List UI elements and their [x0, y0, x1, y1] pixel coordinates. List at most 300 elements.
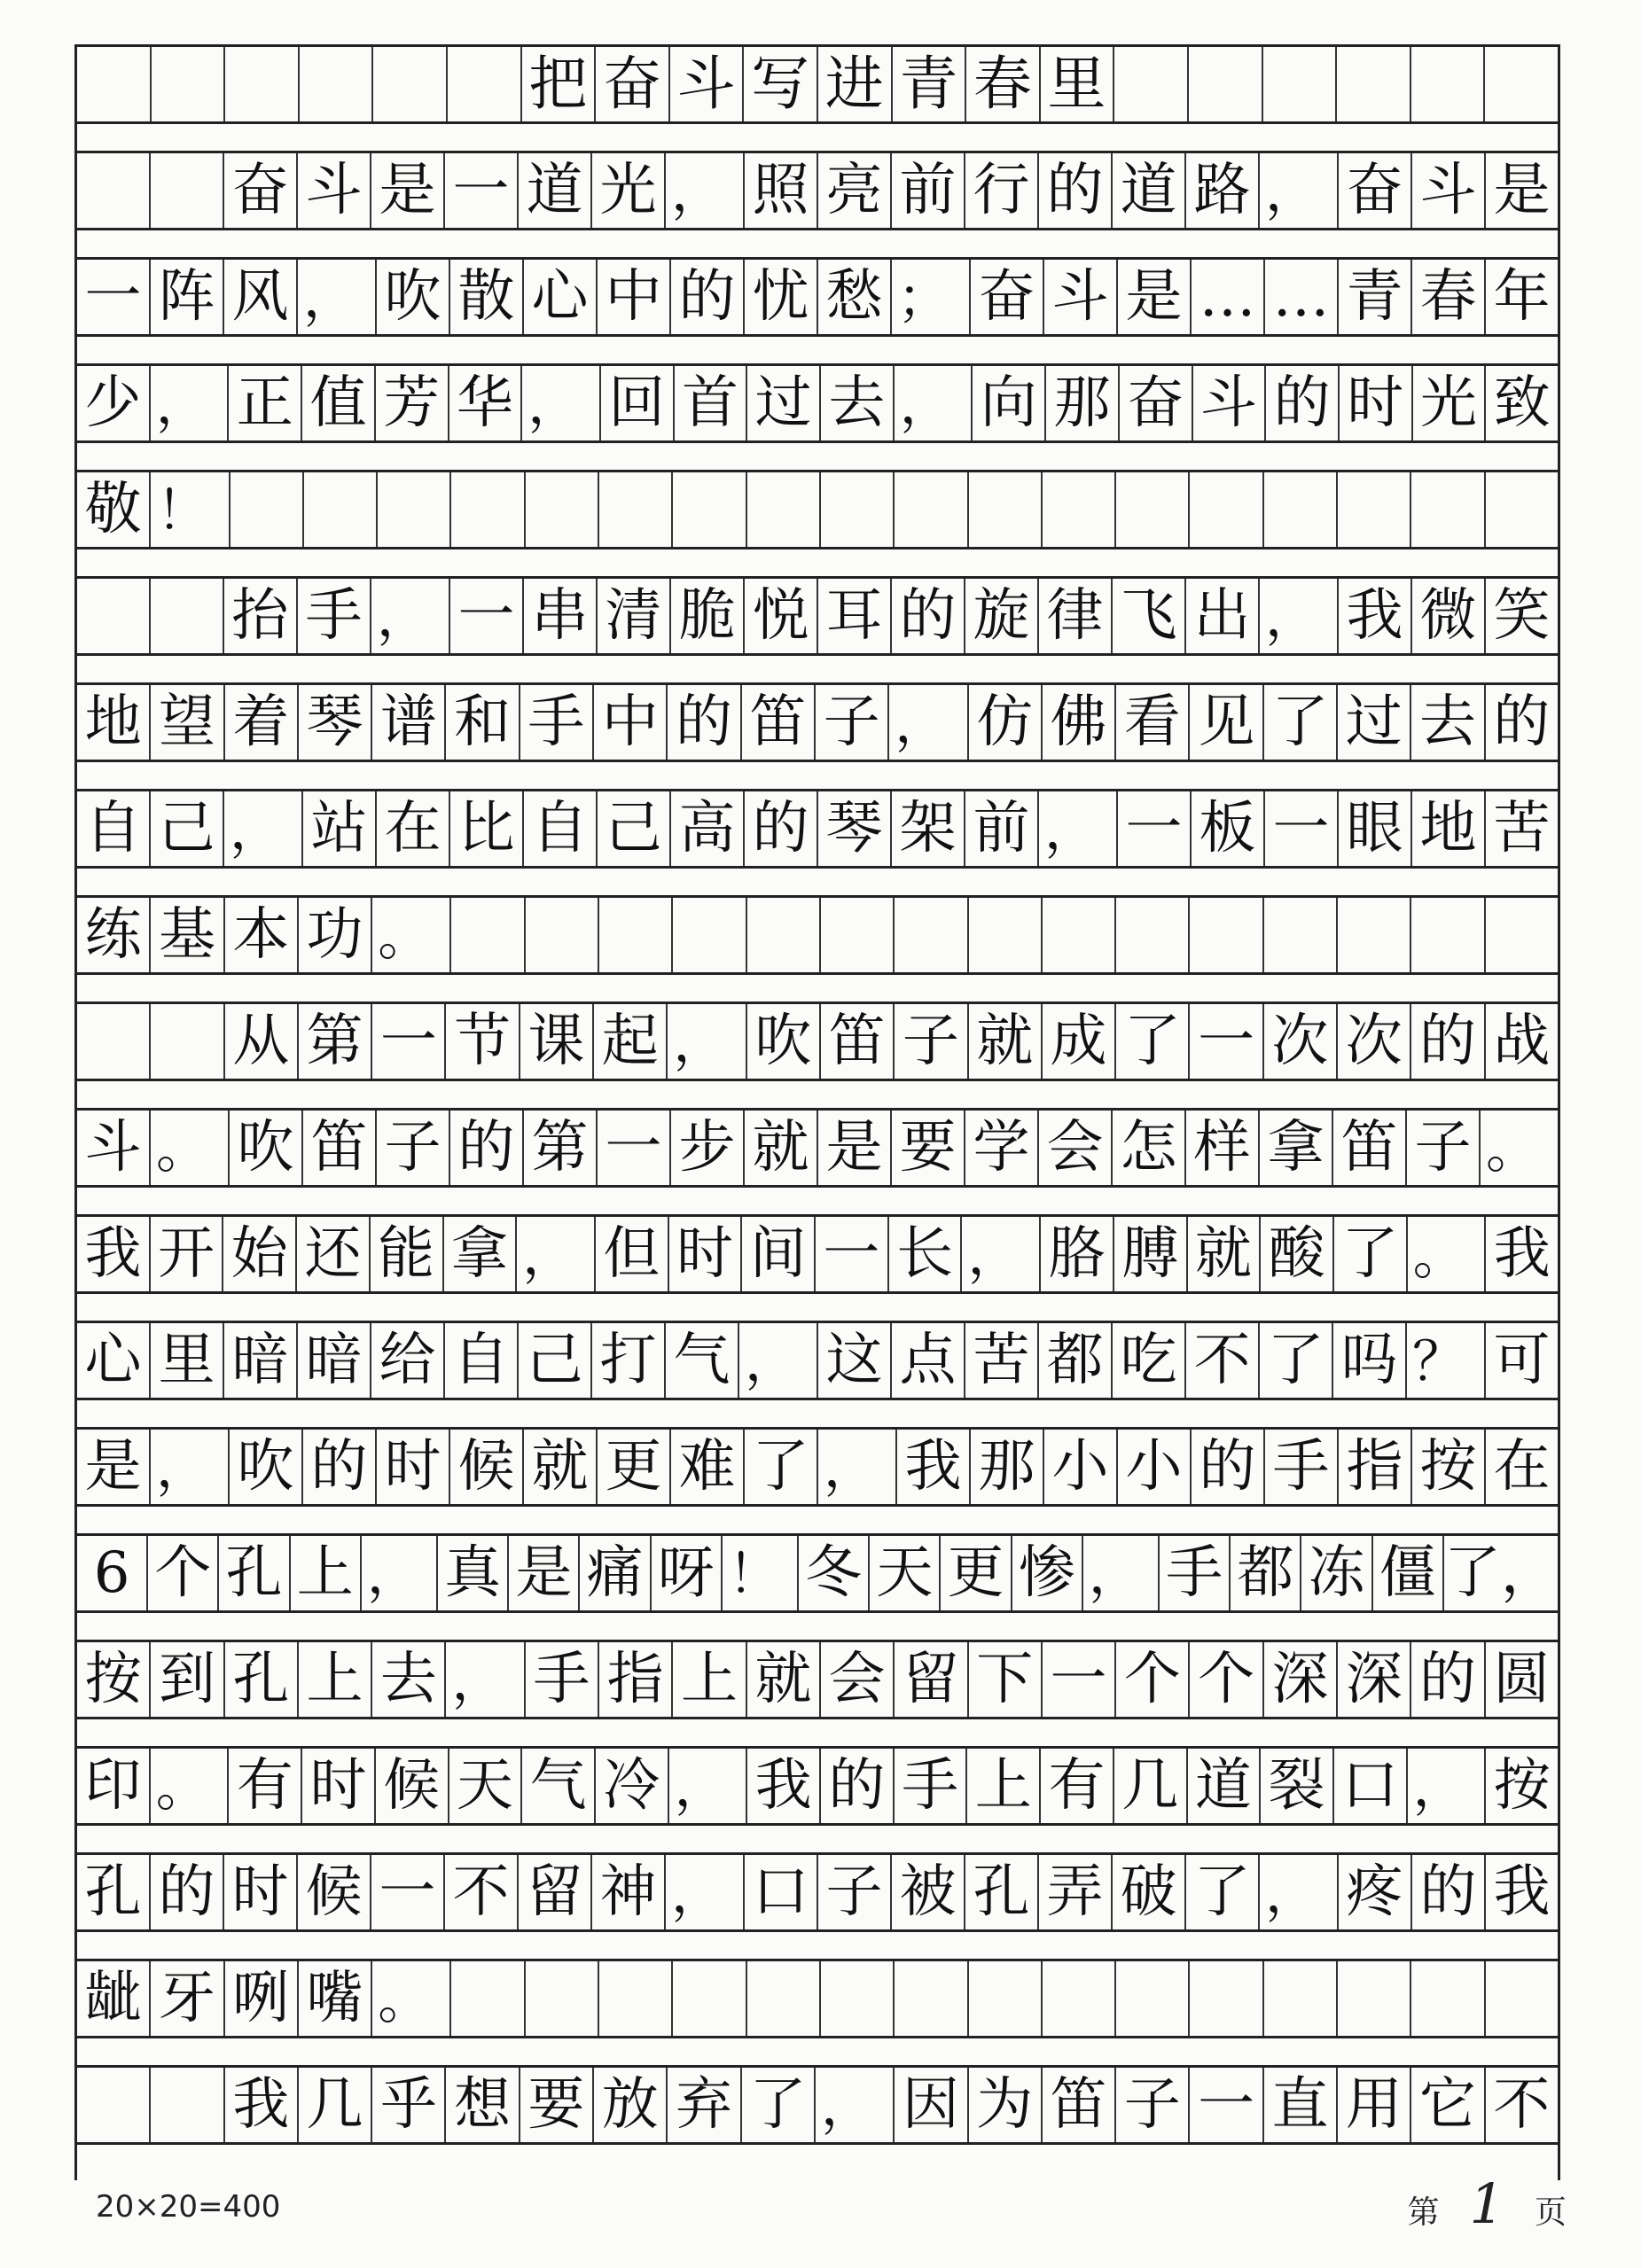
grid-cell: 看 [1116, 685, 1190, 760]
grid-cell: 深 [1338, 1642, 1411, 1717]
grid-cell: 按 [1493, 1753, 1551, 1819]
grid-cell: 到 [151, 1642, 224, 1717]
text-row [77, 1002, 1558, 1081]
grid-cell [151, 1004, 224, 1079]
grid-cell: 孔 [965, 1855, 1039, 1929]
grid-cell: 光 [1413, 366, 1487, 440]
grid-cell: 冻 [1301, 1536, 1372, 1610]
page-number: 1 [1469, 2171, 1504, 2236]
grid-cell [1043, 898, 1116, 972]
grid-cell: 龇 [77, 1961, 151, 2036]
grid-cell: ， [818, 1430, 897, 1504]
grid-cell: 真 [438, 1536, 509, 1610]
grid-cell: 过 [747, 366, 821, 440]
grid-cell: 一 [816, 1217, 889, 1291]
grid-cell: 板 [1192, 791, 1265, 866]
grid-cell: … [1265, 260, 1339, 334]
grid-cell: ， [669, 1749, 748, 1823]
grid-cell: 吗 [1333, 1323, 1407, 1398]
grid-cell: 起 [594, 1004, 668, 1079]
grid-cell: 了 [1334, 1217, 1408, 1291]
grid-cell [1116, 472, 1190, 547]
grid-cell: 战 [1493, 1009, 1551, 1074]
grid-cell: 。 [151, 1111, 230, 1185]
grid-cell: 前 [965, 791, 1039, 866]
grid-cell: 吹 [230, 1111, 303, 1185]
grid-cell: 斗 [670, 47, 745, 121]
grid-cell: ， [1408, 1749, 1487, 1823]
grid-cell: 了 [745, 1430, 818, 1504]
grid-cell: 弄 [1039, 1855, 1113, 1929]
grid-cell: ， [666, 1855, 745, 1929]
grid-cell [1411, 47, 1486, 121]
grid-cell: 的 [1266, 366, 1340, 440]
grid-cell: 时 [302, 1749, 376, 1823]
grid-cell: 基 [151, 898, 224, 972]
grid-cell: 被 [892, 1855, 965, 1929]
grid-cell: 奋 [596, 47, 670, 121]
grid-cell: 奋 [224, 153, 298, 228]
grid-cell: 用 [1338, 2068, 1411, 2142]
grid-cell: 破 [1113, 1855, 1186, 1929]
grid-cell: 斗 [298, 153, 371, 228]
text-row [77, 1746, 1558, 1826]
grid-cell: 了 [742, 2068, 816, 2142]
grid-cell [1486, 1961, 1558, 2036]
grid-cell: 不 [1493, 2072, 1551, 2138]
grid-cell [1043, 1961, 1116, 2036]
grid-cell: 点 [892, 1323, 965, 1398]
grid-cell: 。 [372, 898, 451, 972]
grid-cell: 那 [1046, 366, 1120, 440]
grid-cell: 在 [1493, 1434, 1551, 1500]
grid-cell: 疼 [1339, 1855, 1412, 1929]
grid-cell: 在 [377, 791, 450, 866]
grid-cell: 候 [450, 1430, 524, 1504]
grid-cell: 去 [1411, 685, 1485, 760]
grid-cell: 成 [1043, 1004, 1116, 1079]
grid-cell [1116, 1961, 1190, 2036]
page-suffix: 页 [1534, 2194, 1567, 2231]
grid-cell: 忧 [745, 260, 818, 334]
text-row [77, 1321, 1558, 1400]
grid-cell: ！ [151, 472, 230, 547]
grid-cell [77, 2068, 151, 2142]
grid-cell [1411, 472, 1485, 547]
grid-cell: 次 [1264, 1004, 1338, 1079]
grid-cell: ， [816, 2068, 895, 2142]
grid-cell: 着 [225, 685, 299, 760]
grid-cell [895, 472, 968, 547]
grid-cell: 前 [892, 153, 965, 228]
grid-cell: 的 [1493, 690, 1551, 755]
grid-cell: ， [224, 791, 303, 866]
grid-cell: 首 [675, 366, 748, 440]
grid-cell: 华 [449, 366, 523, 440]
grid-cell: ， [371, 579, 450, 653]
grid-cell: 一 [598, 1111, 671, 1185]
grid-cell: 指 [1339, 1430, 1412, 1504]
grid-cell: 飞 [1113, 579, 1186, 653]
grid-cell: 有 [1041, 1749, 1114, 1823]
grid-cell: 就 [1188, 1217, 1262, 1291]
grid-cell: 的 [745, 791, 818, 866]
grid-cell [1411, 1961, 1485, 2036]
grid-cell [151, 153, 224, 228]
grid-cell: 吹 [230, 1430, 303, 1504]
grid-cell: 的 [1192, 1430, 1265, 1504]
grid-cell: 眼 [1339, 791, 1412, 866]
text-row [77, 1214, 1558, 1294]
grid-cell: 清 [598, 579, 671, 653]
grid-cell: 芳 [376, 366, 449, 440]
grid-cell: 手 [1265, 1430, 1339, 1504]
grid-cell: 斗 [77, 1111, 151, 1185]
grid-cell: 微 [1412, 579, 1486, 653]
grid-cell: 是 [1118, 260, 1192, 334]
grid-cell: 还 [297, 1217, 371, 1291]
grid-cell [526, 1961, 599, 2036]
grid-cell: 几 [1114, 1749, 1188, 1823]
grid-cell: 都 [1039, 1323, 1113, 1398]
grid-cell: 值 [302, 366, 376, 440]
text-row [77, 2065, 1558, 2145]
grid-cell: 孔 [77, 1855, 151, 1929]
grid-cell: 散 [450, 260, 524, 334]
grid-cell: ， [666, 153, 745, 228]
grid-cell [1190, 472, 1263, 547]
grid-cell: 路 [1186, 153, 1260, 228]
grid-cell: 是 [818, 1111, 892, 1185]
grid-cell: 自 [445, 1323, 519, 1398]
grid-cell: 第 [299, 1004, 372, 1079]
grid-cell [225, 47, 300, 121]
grid-cell: 斗 [1044, 260, 1118, 334]
grid-cell: 能 [371, 1217, 444, 1291]
grid-cell: 因 [895, 2068, 968, 2142]
text-row [77, 257, 1558, 337]
grid-cell: 长 [889, 1217, 963, 1291]
grid-cell: 给 [371, 1323, 445, 1398]
text-row [77, 363, 1558, 443]
grid-cell: 悦 [745, 579, 818, 653]
grid-cell [1411, 898, 1485, 972]
grid-cell: 行 [965, 153, 1039, 228]
grid-cell: 。 [1408, 1217, 1487, 1291]
grid-cell [599, 898, 673, 972]
grid-cell: 道 [1188, 1749, 1262, 1823]
grid-cell: 写 [744, 47, 818, 121]
grid-cell: 按 [1412, 1430, 1486, 1504]
grid-cell: 己 [598, 791, 671, 866]
grid-cell: 手 [298, 579, 371, 653]
grid-cell: 次 [1338, 1004, 1411, 1079]
grid-cell: 琴 [818, 791, 892, 866]
text-row [77, 1852, 1558, 1932]
grid-cell: 间 [742, 1217, 816, 1291]
grid-cell [526, 472, 599, 547]
grid-cell [526, 898, 599, 972]
grid-cell: 中 [598, 260, 671, 334]
grid-cell [673, 1961, 746, 2036]
grid-cell: ， [151, 1430, 230, 1504]
grid-cell: 的 [1411, 1004, 1485, 1079]
grid-cell: 的 [1039, 153, 1113, 228]
grid-cell: 这 [818, 1323, 892, 1398]
page-indicator [1408, 2171, 1567, 2236]
grid-cell: 谱 [372, 685, 446, 760]
grid-cell: 一 [1118, 791, 1192, 866]
grid-cell [378, 472, 451, 547]
grid-cell: 。 [372, 1961, 451, 2036]
grid-cell [151, 579, 224, 653]
grid-cell: 亮 [818, 153, 892, 228]
grid-cell: ， [962, 1217, 1041, 1291]
grid-cell: 时 [1340, 366, 1413, 440]
grid-size-label: 20×20=400 [96, 2189, 281, 2225]
grid-cell: 笛 [1043, 2068, 1116, 2142]
grid-cell: ， [668, 1004, 746, 1079]
grid-cell: 子 [818, 1855, 892, 1929]
grid-cell: 阵 [151, 260, 224, 334]
grid-cell: ， [889, 685, 968, 760]
grid-cell: 学 [965, 1111, 1039, 1185]
grid-cell: 要 [892, 1111, 965, 1185]
grid-cell: 里 [151, 1323, 224, 1398]
grid-cell: 架 [892, 791, 965, 866]
grid-cell: 深 [1264, 1642, 1338, 1717]
grid-cell [1337, 47, 1411, 121]
grid-cell [969, 472, 1043, 547]
grid-cell: 一 [450, 579, 524, 653]
grid-cell: 膊 [1114, 1217, 1188, 1291]
grid-cell: 手 [520, 685, 594, 760]
grid-cell [152, 47, 226, 121]
grid-cell: 佛 [1043, 685, 1116, 760]
text-row [77, 576, 1558, 656]
grid-cell: 自 [77, 791, 151, 866]
grid-cell: 嘴 [299, 1961, 372, 2036]
text-row [77, 789, 1558, 869]
grid-cell: 它 [1411, 2068, 1485, 2142]
grid-cell: 印 [77, 1749, 151, 1823]
grid-cell [1189, 47, 1263, 121]
grid-cell: 了 [1186, 1855, 1260, 1929]
grid-cell [1263, 47, 1338, 121]
title-row [77, 44, 1558, 124]
grid-cell: 个 [1190, 1642, 1263, 1717]
grid-cell [747, 898, 821, 972]
grid-cell: 牙 [151, 1961, 224, 2036]
grid-cell: 上 [291, 1536, 362, 1610]
grid-cell: 自 [524, 791, 598, 866]
text-row [77, 1959, 1558, 2038]
grid-cell: 耳 [818, 579, 892, 653]
grid-cell: 春 [966, 47, 1041, 121]
grid-cell [895, 1961, 968, 2036]
grid-cell: 上 [673, 1642, 746, 1717]
grid-cell: 时 [224, 1855, 298, 1929]
text-row [77, 1108, 1558, 1188]
grid-cell: 候 [376, 1749, 449, 1823]
grid-cell: 苦 [965, 1323, 1039, 1398]
grid-cell: 手 [1160, 1536, 1231, 1610]
grid-cell: 是 [1493, 158, 1551, 223]
grid-cell: 吹 [747, 1004, 821, 1079]
grid-cell: ， [895, 366, 973, 440]
grid-cell: 本 [225, 898, 299, 972]
grid-cell: 就 [969, 1004, 1043, 1079]
grid-cell: 奋 [971, 260, 1044, 334]
grid-cell: 上 [299, 1642, 372, 1717]
grid-cell: 我 [1493, 1221, 1551, 1287]
grid-cell: 了 [1116, 1004, 1190, 1079]
grid-cell: 想 [446, 2068, 520, 2142]
grid-cell: ， [1260, 153, 1339, 228]
grid-cell: 过 [1338, 685, 1411, 760]
grid-cell [1114, 47, 1189, 121]
grid-cell: 惨 [1012, 1536, 1083, 1610]
grid-cell: 的 [450, 1111, 524, 1185]
grid-cell: 一 [372, 1004, 446, 1079]
grid-cell [77, 153, 151, 228]
text-row [77, 1427, 1558, 1507]
grid-cell: 怎 [1113, 1111, 1186, 1185]
text-row [77, 682, 1558, 762]
grid-cell: 要 [520, 2068, 594, 2142]
grid-cell: 放 [594, 2068, 668, 2142]
grid-cell: 一 [1043, 1642, 1116, 1717]
grid-cell: 个 [1116, 1642, 1190, 1717]
grid-cell: 就 [745, 1111, 818, 1185]
text-row [77, 151, 1558, 230]
text-row [77, 1533, 1558, 1613]
grid-cell: 都 [1231, 1536, 1301, 1610]
grid-cell: 会 [1039, 1111, 1113, 1185]
grid-cell: ， [298, 260, 377, 334]
grid-cell: 了 [1264, 685, 1338, 760]
grid-cell: 高 [671, 791, 745, 866]
grid-cell: 子 [377, 1111, 450, 1185]
grid-cell: 抬 [224, 579, 298, 653]
grid-cell: 年 [1493, 264, 1551, 330]
grid-cell: 咧 [225, 1961, 299, 2036]
grid-cell: 我 [1493, 1859, 1551, 1925]
grid-cell: 笛 [742, 685, 816, 760]
grid-cell: 的 [671, 260, 745, 334]
grid-cell: 子 [1407, 1111, 1481, 1185]
grid-cell: 出 [1186, 579, 1260, 653]
grid-cell: 去 [821, 366, 895, 440]
grid-cell [451, 1961, 525, 2036]
grid-cell: 乎 [372, 2068, 446, 2142]
grid-cell: 就 [524, 1430, 598, 1504]
grid-cell: 比 [450, 791, 524, 866]
grid-cell [1338, 472, 1411, 547]
grid-cell: 暗 [224, 1323, 298, 1398]
grid-cell: 酸 [1261, 1217, 1334, 1291]
grid-cell: 练 [77, 898, 151, 972]
grid-cell [1486, 472, 1558, 547]
grid-cell [300, 47, 374, 121]
grid-cell: 心 [524, 260, 598, 334]
grid-cell: 第 [524, 1111, 598, 1185]
grid-cell: 。 [1486, 1118, 1539, 1181]
grid-cell: 样 [1186, 1111, 1260, 1185]
grid-cell: 拿 [444, 1217, 518, 1291]
grid-cell: 是 [371, 153, 445, 228]
grid-cell: 的 [821, 1749, 895, 1823]
grid-cell: 奋 [1339, 153, 1412, 228]
grid-cell: ？ [1407, 1323, 1486, 1398]
grid-cell: 正 [229, 366, 302, 440]
grid-cell: 笑 [1493, 583, 1551, 649]
grid-cell: 神 [592, 1855, 666, 1929]
grid-cell: 的 [1412, 1855, 1486, 1929]
grid-cell [821, 898, 895, 972]
grid-cell: 始 [223, 1217, 297, 1291]
grid-cell [1116, 898, 1190, 972]
grid-cell: 但 [596, 1217, 669, 1291]
grid-cell: 口 [1334, 1749, 1408, 1823]
grid-cell: ， [1083, 1536, 1160, 1610]
grid-cell: 更 [598, 1430, 671, 1504]
grid-cell: 见 [1190, 685, 1263, 760]
grid-cell [895, 898, 968, 972]
grid-cell [231, 472, 304, 547]
grid-cell: 笛 [821, 1004, 895, 1079]
grid-cell: 我 [747, 1749, 821, 1823]
grid-cell: 孔 [225, 1642, 299, 1717]
grid-cell: 心 [77, 1323, 151, 1398]
grid-cell: 子 [895, 1004, 968, 1079]
grid-cell: 气 [522, 1749, 596, 1823]
grid-cell: 道 [519, 153, 592, 228]
grid-cell [1486, 898, 1558, 972]
grid-cell: 课 [520, 1004, 594, 1079]
grid-cell: … [1192, 260, 1265, 334]
grid-cell: 地 [1412, 791, 1486, 866]
grid-cell [448, 47, 522, 121]
grid-cell [1264, 898, 1338, 972]
grid-cell [821, 1961, 895, 2036]
grid-cell: 裂 [1261, 1749, 1334, 1823]
grid-cell [77, 579, 151, 653]
grid-cell: 时 [377, 1430, 450, 1504]
grid-cell: 向 [973, 366, 1046, 440]
grid-cell: 望 [151, 685, 224, 760]
grid-cell [1043, 472, 1116, 547]
grid-cell: 回 [601, 366, 675, 440]
grid-cell: 天 [870, 1536, 941, 1610]
grid-cell: 我 [225, 2068, 299, 2142]
grid-cell: 我 [1339, 579, 1412, 653]
grid-cell [304, 472, 378, 547]
grid-cell: 冬 [799, 1536, 870, 1610]
grid-cell: 我 [77, 1217, 151, 1291]
grid-cell: 难 [671, 1430, 745, 1504]
grid-cell: 痛 [580, 1536, 651, 1610]
grid-cell: 留 [895, 1642, 968, 1717]
grid-cell: 进 [818, 47, 893, 121]
grid-cell: 那 [971, 1430, 1044, 1504]
grid-cell: ， [739, 1323, 818, 1398]
grid-cell: 个 [148, 1536, 219, 1610]
grid-cell: 口 [745, 1855, 818, 1929]
grid-cell: 了 [1260, 1323, 1333, 1398]
grid-cell: 6 [77, 1536, 148, 1610]
grid-cell [1264, 1961, 1338, 2036]
